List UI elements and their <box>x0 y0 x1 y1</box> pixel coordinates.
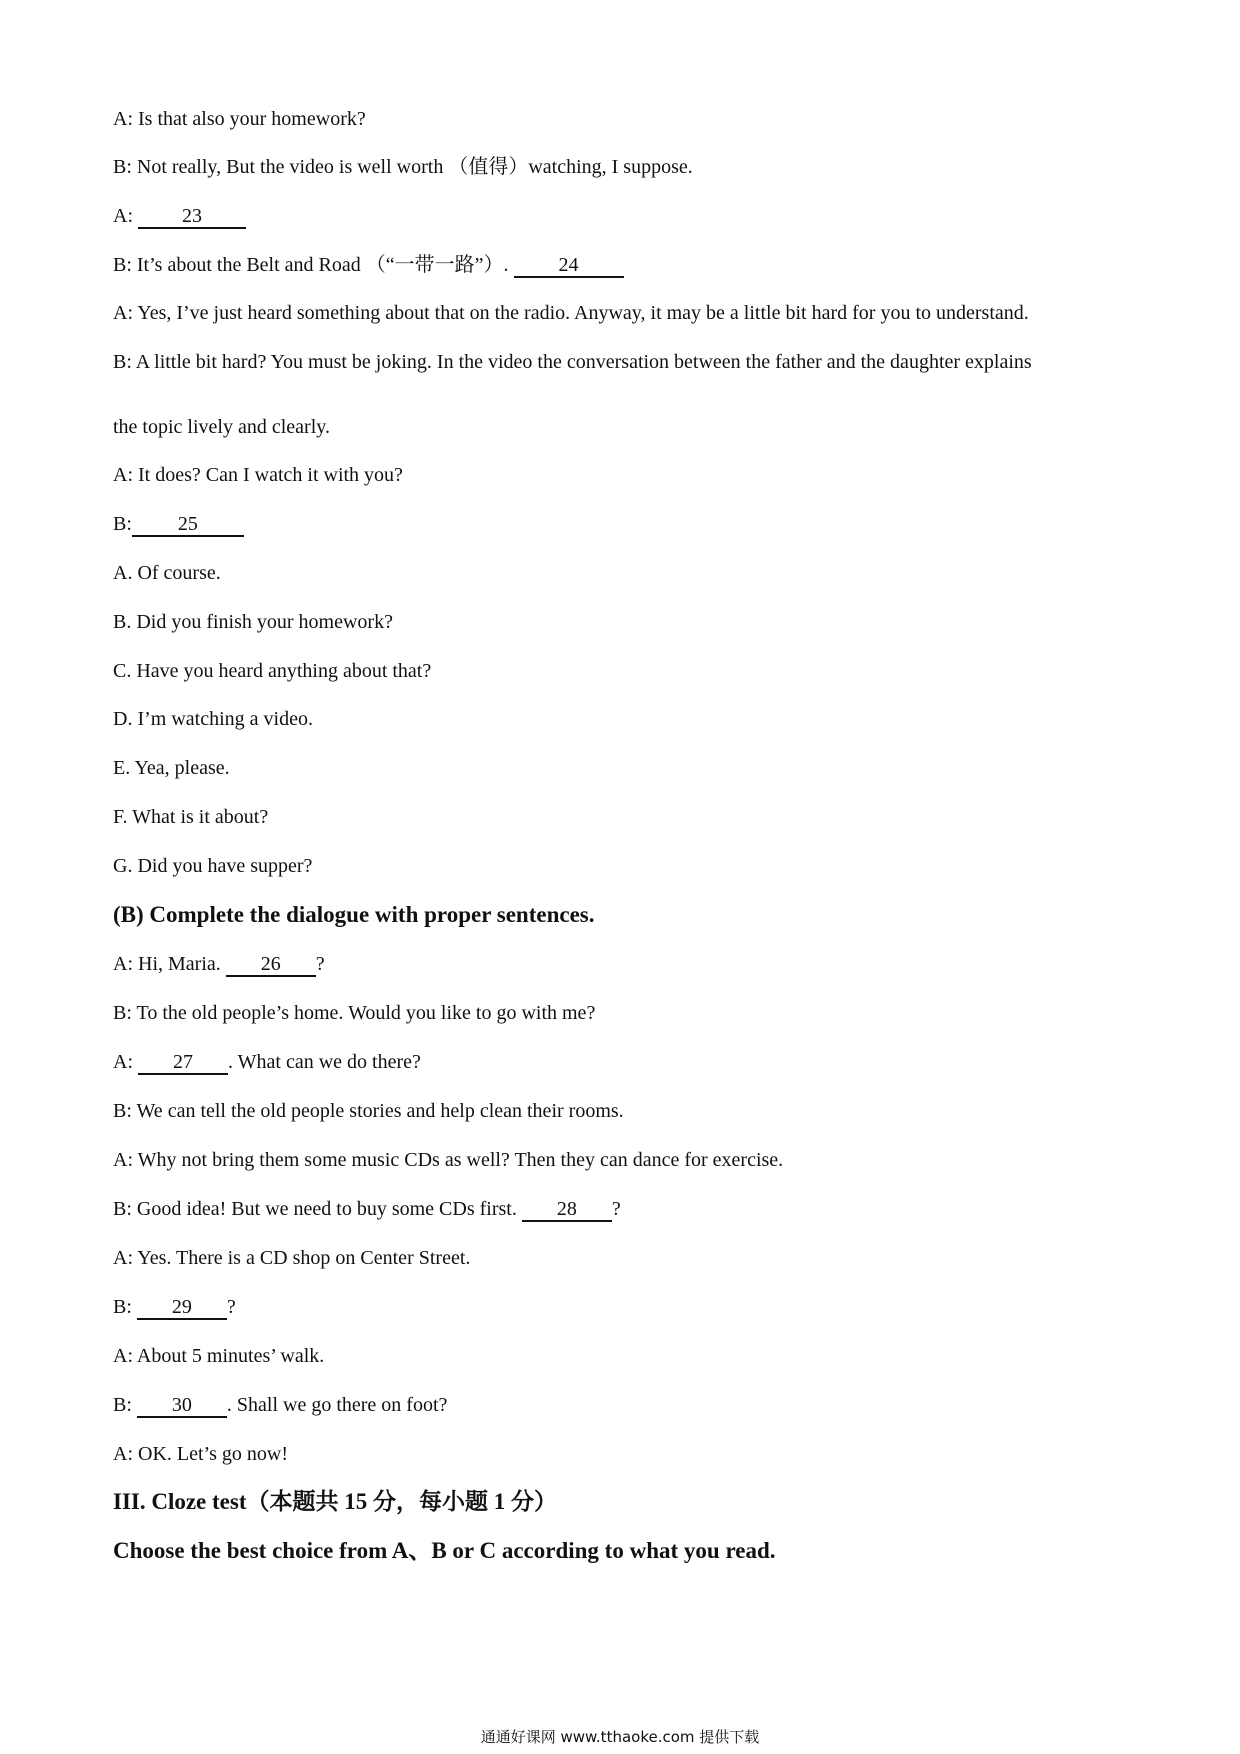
option-a <box>113 561 221 585</box>
line-text: A: <box>113 205 138 227</box>
dialogue-line <box>113 1099 624 1123</box>
blank-26[interactable]: 26 <box>226 953 316 977</box>
blank-29[interactable]: 29 <box>137 1296 227 1320</box>
line-text: A: About 5 minutes’ walk. <box>113 1345 325 1367</box>
blank-28[interactable]: 28 <box>522 1198 612 1222</box>
dialogue-line <box>113 1148 783 1172</box>
dialogue-line <box>113 463 403 487</box>
option-e <box>113 756 230 780</box>
blank-25[interactable]: 25 <box>132 513 244 537</box>
page-footer: 通通好课网 www.tthaoke.com 提供下载 <box>480 1728 760 1746</box>
line-text: B: <box>113 1296 137 1318</box>
option-text: C. Have you heard anything about that? <box>113 660 432 682</box>
line-text: B: It’s about the Belt and Road （“一带一路”）. <box>113 254 514 276</box>
heading-text: (B) Complete the dialogue with proper sentences. <box>113 902 595 927</box>
heading-text: III. Cloze test（本题共 15 分，每小题 1 分） <box>113 1489 557 1514</box>
line-text: . What can we do there? <box>228 1051 421 1073</box>
heading-text: Choose the best choice from A、B or C according to what you read. <box>113 1538 776 1563</box>
line-text: A: Yes. There is a CD shop on Center Street. <box>113 1247 471 1269</box>
dialogue-line <box>113 1197 621 1222</box>
dialogue-line <box>113 253 624 278</box>
option-text: D. I’m watching a video. <box>113 708 313 730</box>
option-text: B. Did you finish your homework? <box>113 611 393 633</box>
dialogue-line <box>113 301 1029 325</box>
line-text: A: Why not bring them some music CDs as well? Then they can dance for exercise. <box>113 1149 784 1171</box>
blank-27[interactable]: 27 <box>138 1051 228 1075</box>
option-d <box>113 707 313 731</box>
option-c <box>113 659 431 683</box>
line-text: B: <box>113 1394 137 1416</box>
dialogue-line <box>113 155 693 179</box>
line-text: B: Not really, But the video is well worth （值得）watching, I suppose. <box>113 156 693 178</box>
dialogue-line <box>113 952 325 977</box>
dialogue-line <box>113 1050 421 1075</box>
dialogue-line <box>113 107 366 131</box>
dialogue-line <box>113 204 246 229</box>
blank-23[interactable]: 23 <box>138 205 246 229</box>
line-text: A: <box>113 1051 138 1073</box>
option-text: G. Did you have supper? <box>113 855 313 877</box>
option-text: F. What is it about? <box>113 806 269 828</box>
blank-24[interactable]: 24 <box>514 254 624 278</box>
line-text: A: OK. Let’s go now! <box>113 1443 288 1465</box>
dialogue-line <box>113 415 330 439</box>
dialogue-line <box>113 350 1032 374</box>
dialogue-line <box>113 1001 595 1025</box>
section-b-heading <box>113 903 594 927</box>
option-text: A. Of course. <box>113 562 221 584</box>
line-text: . Shall we go there on foot? <box>226 1394 448 1416</box>
dialogue-line <box>113 1442 288 1466</box>
dialogue-line <box>113 1246 470 1270</box>
section-iii-heading <box>113 1490 557 1514</box>
line-text: ? <box>226 1296 236 1318</box>
line-text: A: Is that also your homework? <box>113 108 366 130</box>
option-b <box>113 610 393 634</box>
option-f <box>113 805 268 829</box>
blank-30[interactable]: 30 <box>137 1394 227 1418</box>
dialogue-line <box>113 1295 236 1320</box>
line-text: B: To the old people’s home. Would you like to go with me? <box>113 1002 596 1024</box>
instruction-heading <box>113 1539 776 1563</box>
dialogue-line <box>113 512 244 537</box>
dialogue-line <box>113 1344 324 1368</box>
line-text: ? <box>611 1198 621 1220</box>
option-text: E. Yea, please. <box>113 757 230 779</box>
line-text: B: <box>113 513 132 535</box>
line-text: A: Hi, Maria. <box>113 953 226 975</box>
option-g <box>113 854 312 878</box>
line-text: B: Good idea! But we need to buy some CDs first. <box>113 1198 522 1220</box>
line-text: B: We can tell the old people stories and help clean their rooms. <box>113 1100 624 1122</box>
line-text: ? <box>315 953 325 975</box>
dialogue-line <box>113 1393 447 1418</box>
line-text: the topic lively and clearly. <box>113 416 330 438</box>
line-text: A: Yes, I’ve just heard something about that on the radio. Anyway, it may be a little bit hard for you to understand. <box>113 302 1029 324</box>
line-text: B: A little bit hard? You must be joking. In the video the conversation between the father and the daughter explains <box>113 351 1032 373</box>
line-text: A: It does? Can I watch it with you? <box>113 464 403 486</box>
